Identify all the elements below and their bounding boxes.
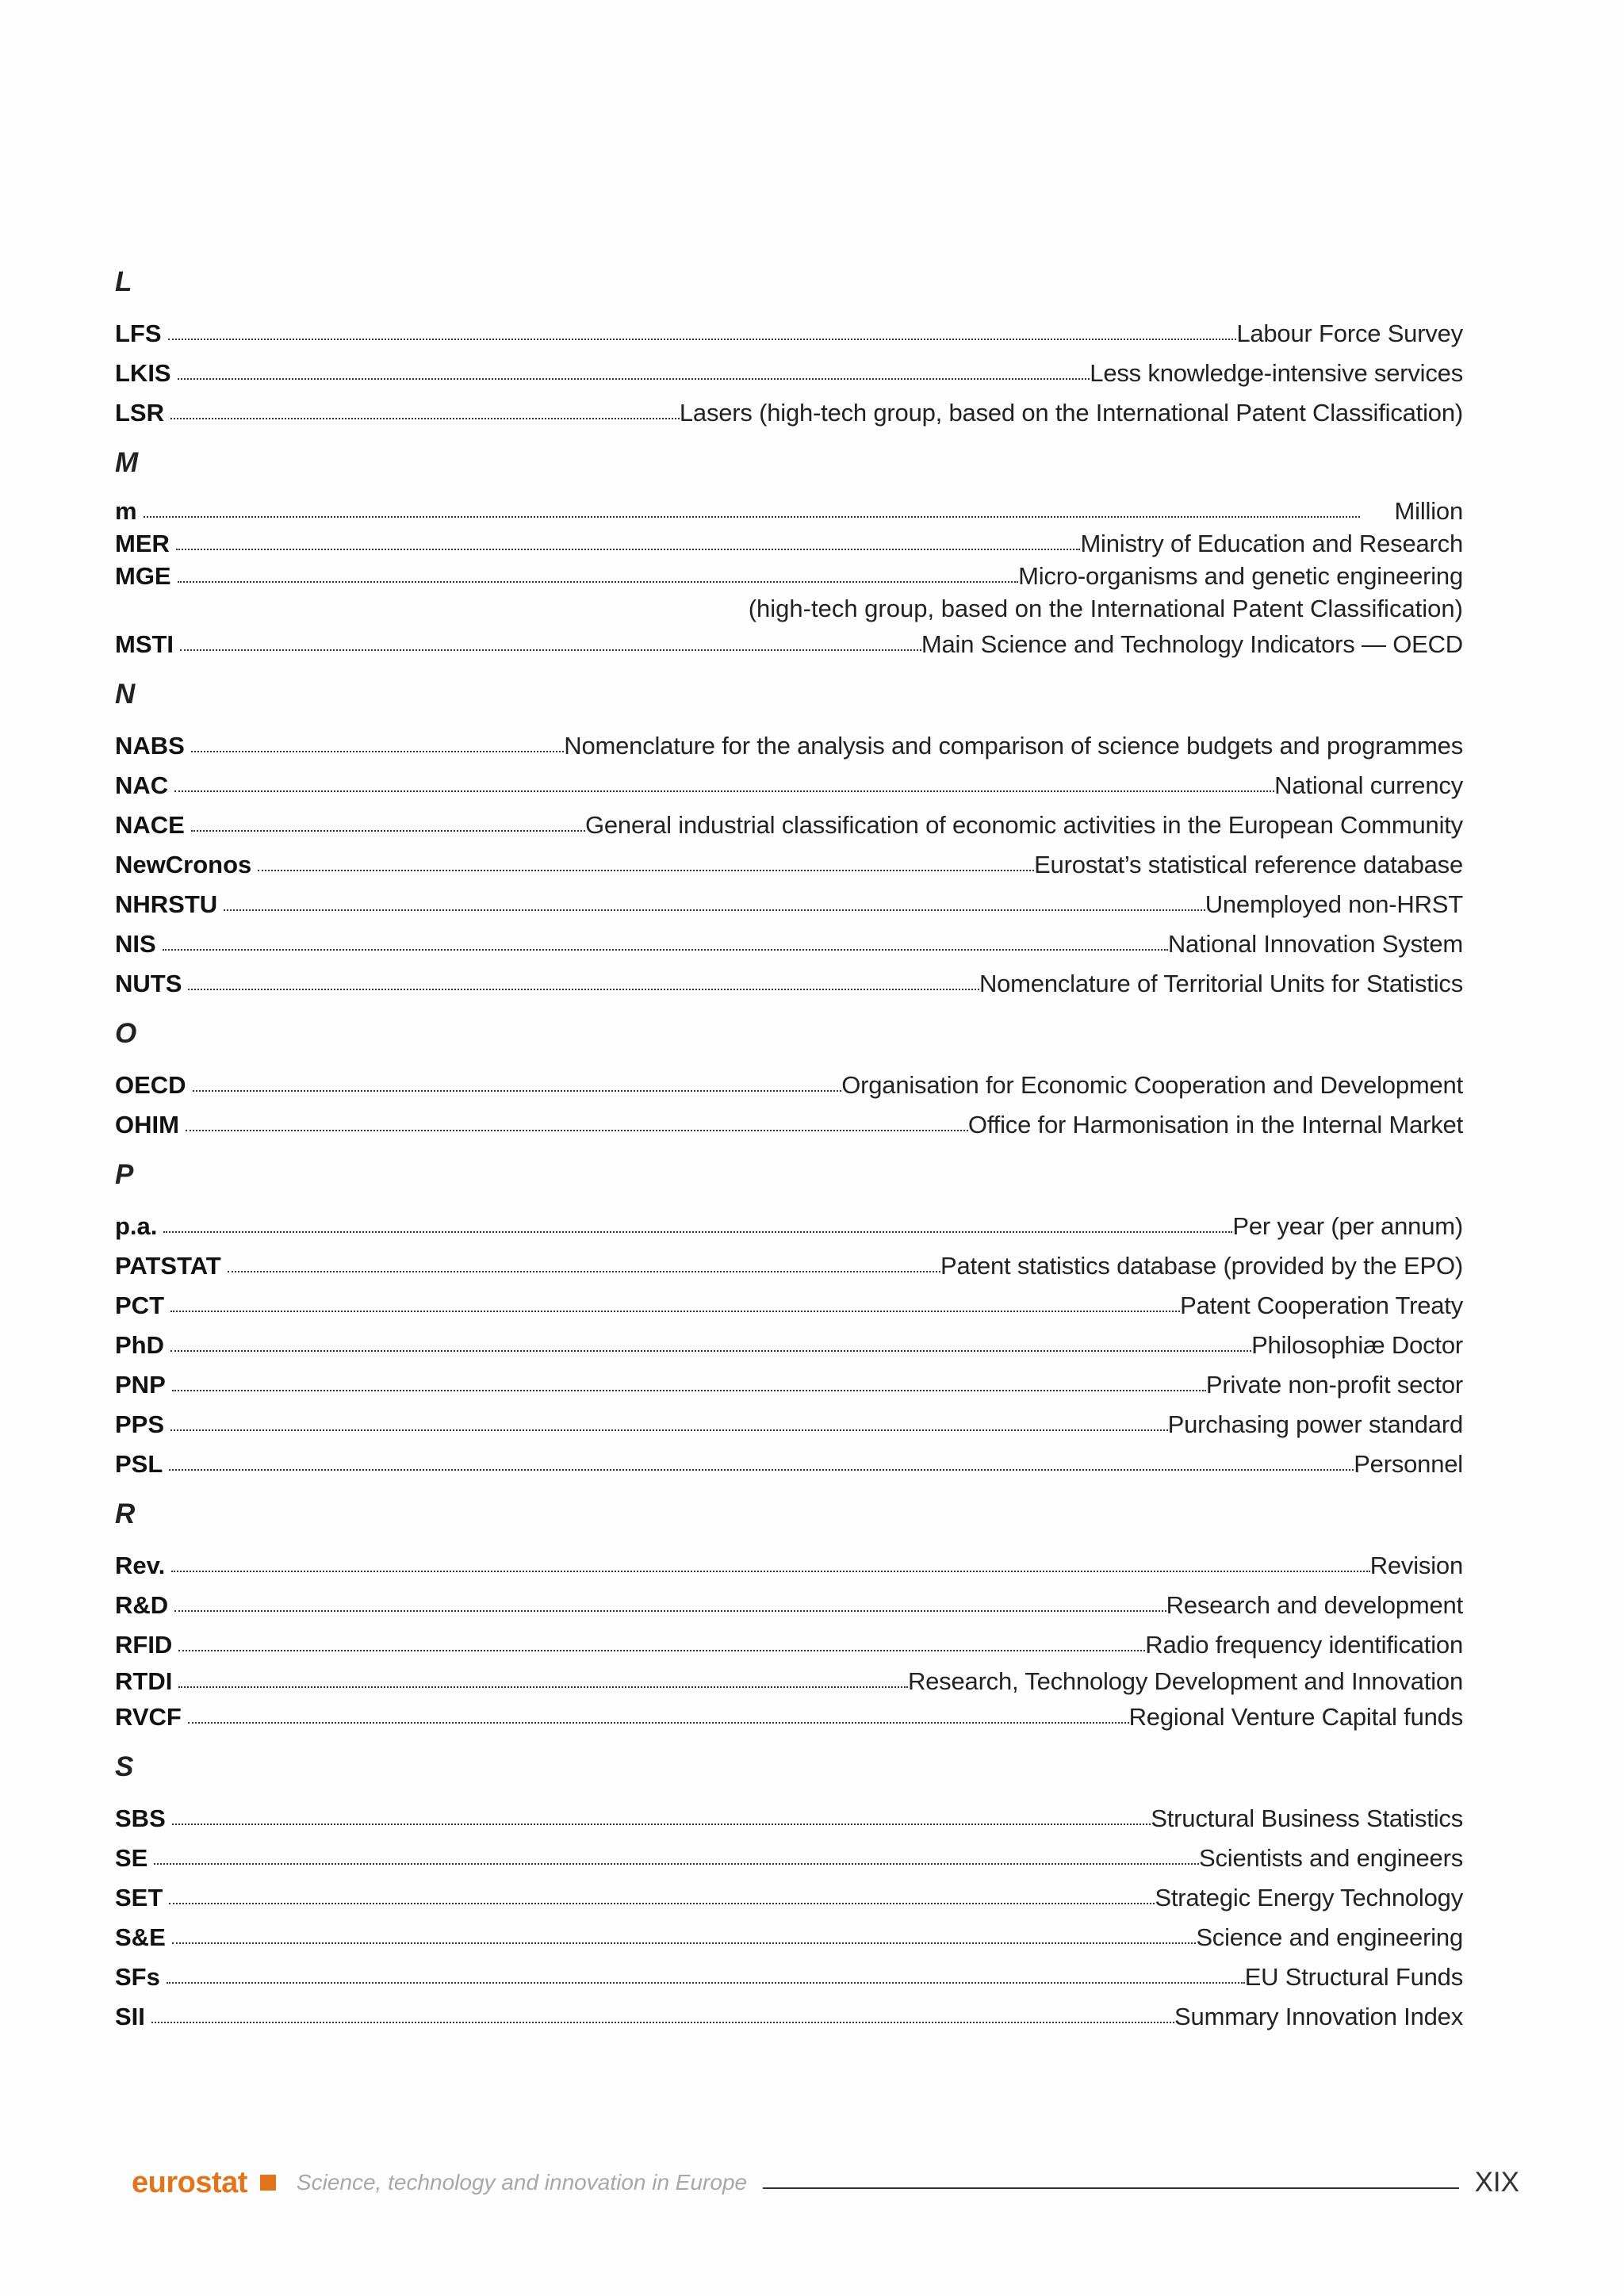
- abbreviation-entry: [115, 964, 1463, 1004]
- definition: Lasers (high-tech group, based on the International Patent Classification): [679, 399, 1463, 427]
- definition: Labour Force Survey: [1236, 320, 1463, 347]
- abbreviation-entry: [115, 354, 1463, 393]
- section-letter: O: [115, 1018, 137, 1049]
- definition: Regional Venture Capital funds: [1128, 1703, 1463, 1731]
- section-o: [115, 1018, 1463, 1145]
- abbreviation-entry: [115, 1839, 1463, 1878]
- abbreviations-list: [115, 266, 1463, 2037]
- abbreviation: PSL: [115, 1450, 163, 1478]
- abbreviation: OHIM: [115, 1111, 179, 1138]
- definition: Summary Innovation Index: [1174, 2003, 1463, 2030]
- section-n: [115, 679, 1463, 1004]
- abbreviation: RTDI: [115, 1667, 173, 1695]
- dot-leader: [191, 824, 585, 832]
- dot-leader: [178, 575, 1019, 583]
- page-number: XIX: [1474, 2167, 1519, 2198]
- section-letter: P: [115, 1159, 134, 1190]
- definition: Main Science and Technology Indicators — OECD: [921, 630, 1463, 658]
- definition: Purchasing power standard: [1167, 1410, 1463, 1438]
- abbreviation-entry: [115, 560, 1463, 592]
- section-letter: R: [115, 1498, 136, 1529]
- abbreviation-entry: [115, 527, 1463, 560]
- definition: Science and engineering: [1196, 1923, 1463, 1951]
- section-m: [115, 447, 1463, 664]
- dot-leader: [169, 1896, 1155, 1904]
- definition: Patent Cooperation Treaty: [1180, 1292, 1463, 1319]
- abbreviation-entry: [115, 845, 1463, 885]
- definition: Private non-profit sector: [1205, 1371, 1463, 1399]
- section-letter: N: [115, 679, 136, 710]
- dot-leader: [167, 1976, 1245, 1984]
- abbreviation-entry: [115, 1546, 1463, 1586]
- abbreviation: MER: [115, 530, 170, 557]
- dot-leader: [172, 1936, 1197, 1944]
- definition: Scientists and engineers: [1199, 1844, 1463, 1872]
- dot-leader: [258, 863, 1034, 871]
- definition: Organisation for Economic Cooperation and Development: [841, 1071, 1463, 1099]
- dot-leader: [188, 1716, 1129, 1724]
- abbreviation: Rev.: [115, 1552, 166, 1579]
- dot-leader: [178, 372, 1090, 380]
- definition: Less knowledge-intensive services: [1090, 359, 1463, 387]
- definition: Million: [1394, 497, 1463, 525]
- definition-continuation: (high-tech group, based on the International Patent Classification): [748, 595, 1463, 622]
- abbreviation: MSTI: [115, 630, 174, 658]
- abbreviation-entry: [115, 1105, 1463, 1145]
- section-s: [115, 1751, 1463, 2037]
- definition: National Innovation System: [1167, 930, 1463, 958]
- abbreviation-entry: [115, 1957, 1463, 1997]
- definition: Revision: [1369, 1552, 1463, 1579]
- abbreviation-entry: [115, 1365, 1463, 1405]
- abbreviation-entry: [115, 1918, 1463, 1957]
- definition: Office for Harmonisation in the Internal Market: [967, 1111, 1463, 1138]
- abbreviation: p.a.: [115, 1212, 158, 1240]
- abbreviation-entry: [115, 885, 1463, 924]
- footer-rule: [763, 2187, 1458, 2189]
- dot-leader: [163, 1225, 1232, 1233]
- abbreviation: NIS: [115, 930, 156, 958]
- abbreviation: SBS: [115, 1804, 166, 1832]
- dot-leader: [170, 1304, 1180, 1312]
- abbreviation-entry: [115, 806, 1463, 845]
- dot-leader: [154, 1857, 1199, 1865]
- dot-leader: [168, 332, 1237, 340]
- dot-leader: [170, 1344, 1251, 1352]
- definition: Research and development: [1166, 1591, 1463, 1619]
- dot-leader: [178, 1644, 1145, 1651]
- abbreviation: R&D: [115, 1591, 169, 1619]
- abbreviation-entry: [115, 1405, 1463, 1445]
- dot-leader: [180, 643, 921, 651]
- abbreviation-entry: [115, 625, 1463, 664]
- abbreviation-entry: [115, 726, 1463, 766]
- dot-leader: [176, 542, 1081, 550]
- eurostat-logo: eurostat: [132, 2165, 247, 2199]
- abbreviation-entry: [115, 1997, 1463, 2037]
- definition: General industrial classification of economic activities in the European Community: [584, 811, 1463, 839]
- abbreviation: NewCronos: [115, 851, 252, 878]
- dot-leader: [193, 1084, 842, 1092]
- definition: Per year (per annum): [1232, 1212, 1463, 1240]
- definition: Strategic Energy Technology: [1155, 1884, 1463, 1911]
- abbreviation: PhD: [115, 1331, 164, 1359]
- abbreviation: MGE: [115, 562, 171, 590]
- abbreviation-entry: [115, 393, 1463, 433]
- abbreviation: RVCF: [115, 1703, 182, 1731]
- dot-leader: [186, 1123, 968, 1131]
- abbreviation: PNP: [115, 1371, 166, 1399]
- dot-leader: [174, 784, 1274, 792]
- section-letter: S: [115, 1751, 134, 1782]
- dot-leader: [178, 1680, 908, 1688]
- section-l: [115, 266, 1463, 433]
- definition: Personnel: [1354, 1450, 1463, 1478]
- definition: Nomenclature for the analysis and comparison of science budgets and programmes: [564, 732, 1463, 760]
- abbreviation-entry: [115, 1445, 1463, 1484]
- definition: Philosophiæ Doctor: [1251, 1331, 1463, 1359]
- abbreviation-entry: [115, 1286, 1463, 1326]
- abbreviation: NAC: [115, 771, 169, 799]
- abbreviation-entry: [115, 766, 1463, 806]
- dot-leader: [191, 744, 564, 752]
- dot-leader: [171, 1564, 1370, 1572]
- abbreviation-entry: [115, 314, 1463, 354]
- dot-leader: [170, 411, 680, 419]
- abbreviation: SE: [115, 1844, 148, 1872]
- definition: Nomenclature of Territorial Units for Statistics: [979, 970, 1463, 997]
- dot-leader: [163, 943, 1168, 951]
- dot-leader: [224, 903, 1205, 911]
- abbreviation-entry: [115, 1066, 1463, 1105]
- abbreviation-entry: [115, 1326, 1463, 1365]
- page-footer: [132, 2163, 1519, 2202]
- dot-leader: [170, 1423, 1168, 1431]
- abbreviation-entry: [115, 1246, 1463, 1286]
- definition: Structural Business Statistics: [1151, 1804, 1463, 1832]
- dot-leader: [174, 1604, 1166, 1612]
- section-letter: M: [115, 447, 139, 478]
- abbreviation: OECD: [115, 1071, 186, 1099]
- abbreviation: SFs: [115, 1963, 160, 1991]
- abbreviation: NABS: [115, 732, 185, 760]
- definition: Ministry of Education and Research: [1080, 530, 1463, 557]
- definition: Micro-organisms and genetic engineering: [1018, 562, 1463, 590]
- section-r: [115, 1498, 1463, 1737]
- abbreviation: NACE: [115, 811, 185, 839]
- definition: Radio frequency identification: [1145, 1631, 1463, 1659]
- abbreviation: PCT: [115, 1292, 164, 1319]
- definition: Patent statistics database (provided by the EPO): [940, 1252, 1463, 1280]
- abbreviation-entry: [115, 1207, 1463, 1246]
- abbreviation: S&E: [115, 1923, 166, 1951]
- section-p: [115, 1159, 1463, 1484]
- definition: Eurostat’s statistical reference database: [1034, 851, 1463, 878]
- abbreviation-entry: [115, 1697, 1463, 1737]
- dot-leader: [228, 1265, 940, 1272]
- abbreviation: LFS: [115, 320, 162, 347]
- publication-title: Science, technology and innovation in Europe: [296, 2170, 748, 2195]
- definition: EU Structural Funds: [1244, 1963, 1463, 1991]
- dot-leader: [188, 982, 979, 990]
- abbreviation: PATSTAT: [115, 1252, 221, 1280]
- abbreviation: SII: [115, 2003, 145, 2030]
- definition: Research, Technology Development and Innovation: [907, 1667, 1463, 1695]
- abbreviation-entry: [115, 1878, 1463, 1918]
- dot-leader: [169, 1463, 1354, 1471]
- abbreviation: SET: [115, 1884, 163, 1911]
- definition: National currency: [1274, 771, 1463, 799]
- dot-leader: [172, 1817, 1151, 1825]
- definition: Unemployed non-HRST: [1205, 890, 1463, 918]
- abbreviation: NHRSTU: [115, 890, 218, 918]
- abbreviation: m: [115, 497, 137, 525]
- section-letter: L: [115, 266, 132, 297]
- abbreviation: LKIS: [115, 359, 171, 387]
- abbreviation-entry: [115, 1625, 1463, 1665]
- abbreviation: PPS: [115, 1410, 165, 1438]
- abbreviation: RFID: [115, 1631, 173, 1659]
- dot-leader: [172, 1383, 1206, 1391]
- abbreviation-entry: [115, 1665, 1463, 1697]
- abbreviation: NUTS: [115, 970, 182, 997]
- abbreviation-entry: [115, 1586, 1463, 1625]
- dot-leader: [151, 2015, 1174, 2023]
- dot-leader: [144, 510, 1360, 518]
- abbreviation-entry: [115, 495, 1463, 527]
- abbreviation-entry: [115, 924, 1463, 964]
- logo-square-icon: [260, 2175, 276, 2191]
- abbreviation-entry: [115, 1799, 1463, 1839]
- abbreviation: LSR: [115, 399, 164, 427]
